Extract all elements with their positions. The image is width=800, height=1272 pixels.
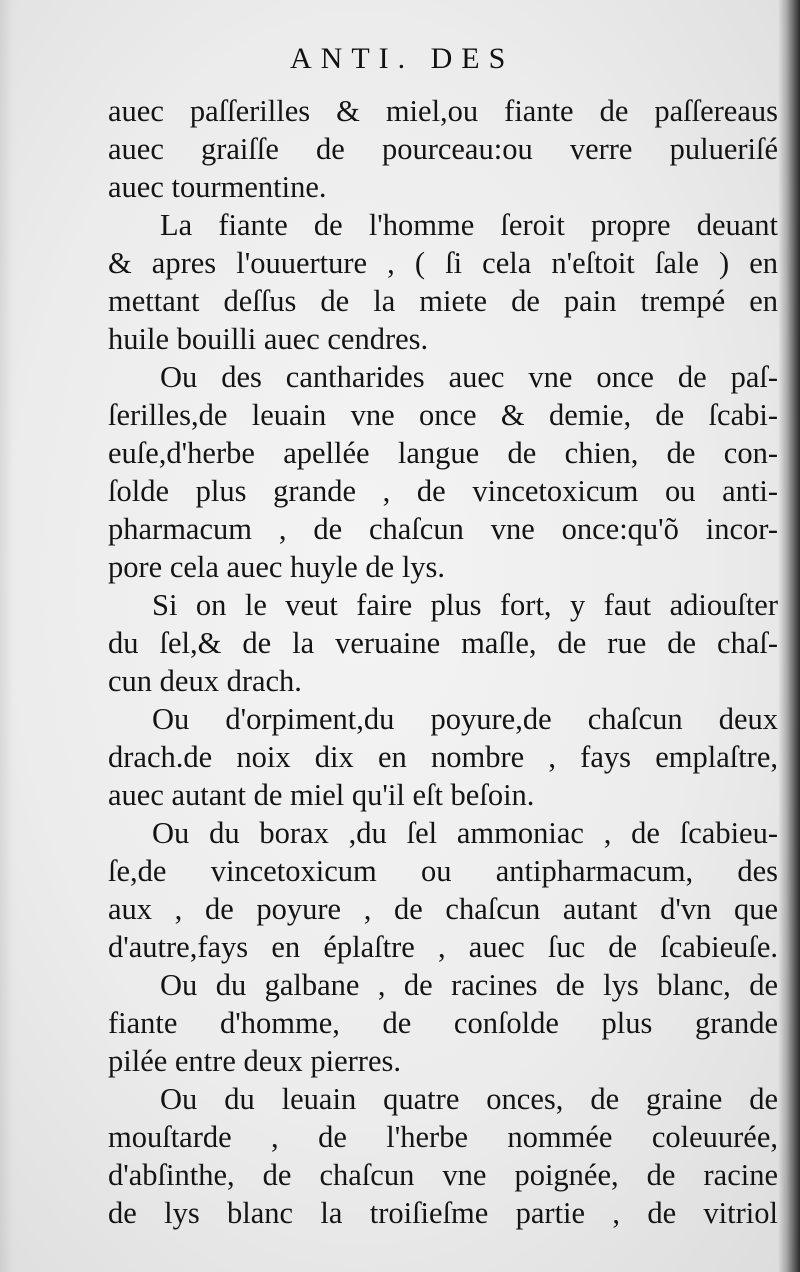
text-line: aux , de poyure , de chaſcun autant d'vn que	[108, 892, 778, 926]
text-line: d'abſinthe, de chaſcun vne poignée, de racine	[108, 1158, 778, 1192]
text-line: euſe,d'herbe apellée langue de chien, de con-	[108, 436, 778, 470]
text-line: auec tourmentine.	[108, 170, 327, 204]
text-line: auec graiſſe de pourceau:ou verre pulueriſé	[108, 132, 778, 166]
text-line: Ou des cantharides auec vne once de paſ-	[160, 360, 778, 394]
text-line: Ou d'orpiment,du poyure,de chaſcun deux	[152, 702, 778, 736]
paragraph	[108, 700, 778, 814]
text-line: Ou du borax ,du ſel ammoniac , de ſcabieu-	[152, 816, 778, 850]
paragraph	[108, 206, 778, 358]
text-line: pilée entre deux pierres.	[108, 1044, 401, 1078]
text-line: ſolde plus grande , de vincetoxicum ou anti-	[108, 474, 778, 508]
text-line: Ou du galbane , de racines de lys blanc, de	[160, 968, 778, 1002]
text-line: ſe,de vincetoxicum ou antipharmacum, des	[108, 854, 778, 888]
paragraph	[108, 1080, 778, 1232]
text-line: & apres l'ouuerture , ( ſi cela n'eſtoit ſale ) en	[108, 246, 778, 280]
text-line: drach.de noix dix en nombre , fays emplaſtre,	[108, 740, 778, 774]
body-text	[108, 92, 778, 1232]
paragraph	[108, 814, 778, 966]
text-line: cun deux drach.	[108, 664, 302, 698]
text-line: mettant deſſus de la miete de pain trempé en	[108, 284, 778, 318]
text-line: auec paſſerilles & miel,ou fiante de paſſereaus	[108, 94, 778, 128]
paragraph	[108, 92, 778, 206]
text-line: d'autre,fays en éplaſtre , auec ſuc de ſcabieuſe.	[108, 930, 778, 964]
paragraph	[108, 586, 778, 700]
text-line: de lys blanc la troiſieſme partie , de vitriol	[108, 1196, 778, 1230]
text-line: du ſel,& de la veruaine maſle, de rue de chaſ-	[108, 626, 778, 660]
text-line: Si on le veut faire plus fort, y faut adiouſter	[152, 588, 778, 622]
text-line: huile bouilli auec cendres.	[108, 322, 429, 356]
running-head: ANTI. DES	[290, 42, 515, 75]
text-line: La fiante de l'homme ſeroit propre deuant	[160, 208, 778, 242]
text-line: ſerilles,de leuain vne once & demie, de ſcabi-	[108, 398, 778, 432]
text-line: Ou du leuain quatre onces, de graine de	[160, 1082, 778, 1116]
text-line: fiante d'homme, de conſolde plus grande	[108, 1006, 778, 1040]
text-line: pharmacum , de chaſcun vne once:qu'õ incor-	[108, 512, 778, 546]
paragraph	[108, 358, 778, 586]
text-line: mouſtarde , de l'herbe nommée coleuurée,	[108, 1120, 778, 1154]
paragraph	[108, 966, 778, 1080]
text-line: auec autant de miel qu'il eſt beſoin.	[108, 778, 535, 812]
text-line: pore cela auec huyle de lys.	[108, 550, 446, 584]
